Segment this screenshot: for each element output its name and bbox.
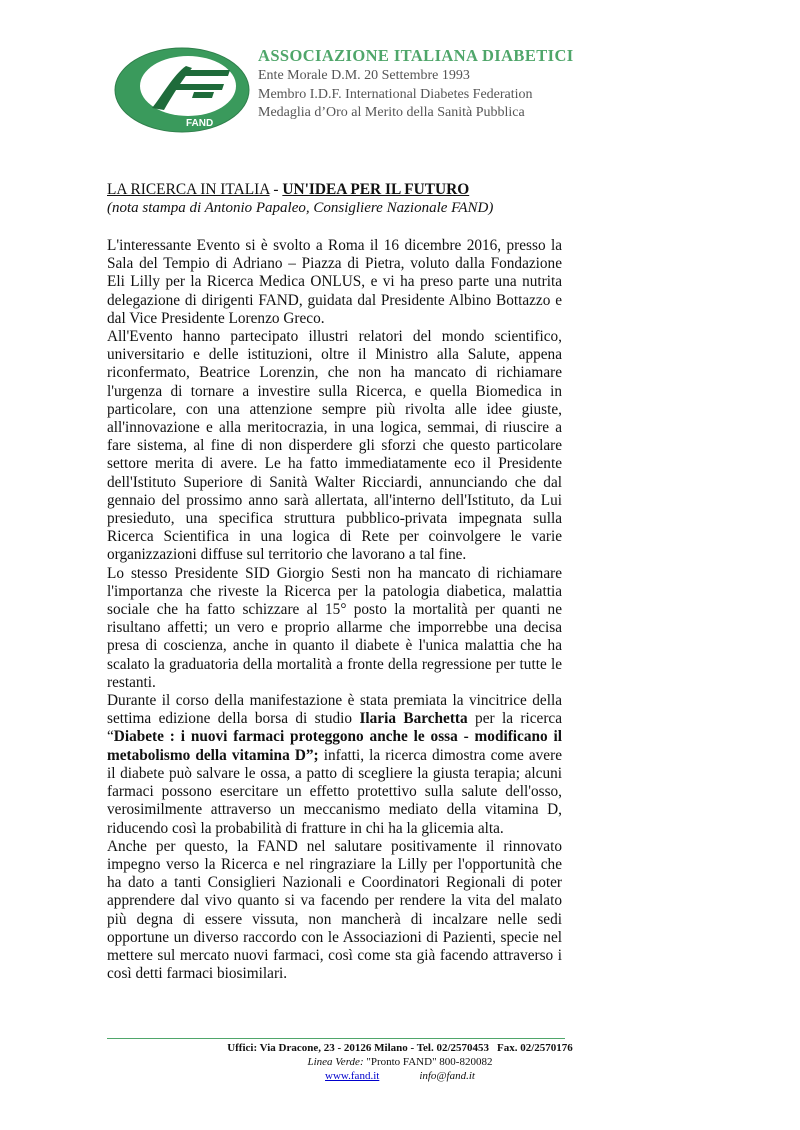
- org-award-line: Medaglia d’Oro al Merito della Sanità Pubblica: [258, 105, 525, 120]
- footer-divider: [107, 1038, 565, 1039]
- footer-links: [0, 1069, 800, 1083]
- footer-address: Uffici: Via Dracone, 23 - 20126 Milano - Tel. 02/2570453: [227, 1042, 490, 1054]
- email-address[interactable]: info@fand.it: [419, 1070, 475, 1082]
- website-link[interactable]: www.fand.it: [325, 1070, 380, 1082]
- footer: [0, 1041, 800, 1083]
- paragraph-3: Lo stesso Presidente SID Giorgio Sesti non ha mancato di richiamare l'importanza che riveste la Ricerca per la patologia diabetica, malattia sociale che ha fatto schizzare al 15° posto la mortalità per quanti ne risultano affetti; un vero e proprio allarme che imporrebbe una decisa presa di coscienza, anche in quanto il diabete è l'unica malattia che ha scalato la graduatoria della mortalità a fronte della regressione per tutte le restanti.: [107, 564, 562, 691]
- research-title: Diabete : i nuovi farmaci proteggono anche le ossa - modificano il metabolismo della vitamina D”;: [107, 728, 562, 764]
- hotline-value: "Pronto FAND" 800-820082: [363, 1056, 493, 1068]
- hotline-label: Linea Verde:: [307, 1056, 364, 1068]
- org-membership-line: Membro I.D.F. International Diabetes Federation: [258, 87, 533, 102]
- org-name: ASSOCIAZIONE ITALIANA DIABETICI: [258, 46, 574, 65]
- article-heading: [107, 181, 577, 217]
- fand-logo: [112, 44, 252, 136]
- winner-name: Ilaria Barchetta: [359, 710, 468, 728]
- paragraph-1: L'interessante Evento si è svolto a Roma il 16 dicembre 2016, presso la Sala del Tempio di Adriano – Piazza di Pietra, voluto dalla Fondazione Eli Lilly per la Ricerca Medica ONLUS, e vi ha preso parte una nutrita delegazione di dirigenti FAND, guidata dal Presidente Albino Bottazzo e dal Vice Presidente Lorenzo Greco.: [107, 237, 562, 327]
- article-body: [107, 237, 562, 983]
- article-subtitle: (nota stampa di Antonio Papaleo, Consigliere Nazionale FAND): [107, 200, 494, 216]
- footer-fax: Fax. 02/2570176: [497, 1042, 573, 1054]
- footer-contact-line: [0, 1041, 800, 1055]
- paragraph-5: Anche per questo, la FAND nel salutare positivamente il rinnovato impegno verso la Ricerca e nel ringraziare la Lilly per l'opportunità che ha dato a tanti Consiglieri Nazionali e Coordinatori Regionali di poter apprendere dal vivo quanto si va facendo per rendere la vita del malato più degna di essere vissuta, non mancherà di incalzare nelle sedi opportune un diverso raccordo con le Associazioni di Pazienti, specie nel mettere sul mercato nuovi farmaci, così come sta già facendo attraverso i così detti farmaci biosimilari.: [107, 837, 562, 983]
- title-part-2: UN'IDEA PER IL FUTURO: [282, 181, 470, 198]
- paragraph-4-end: infatti, la ricerca dimostra come avere il diabete può salvare le ossa, a patto di scegliere la giusta terapia; alcuni farmaci possono esercitare un effetto protettivo sulla salute dell'osso, verosimilmente attraverso un meccanismo mediato della vitamina D, riducendo così la probabilità di fratture in chi ha la glicemia alta.: [107, 746, 562, 837]
- paragraph-2: All'Evento hanno partecipato illustri relatori del mondo scientifico, universitario e delle istituzioni, oltre il Ministro alla Salute, appena riconfermato, Beatrice Lorenzin, che non ha mancato di richiamare l'urgenza di tornare a investire sulla Ricerca, e quella Biomedica in particolare, con una attenzione sempre più rivolta alle idee giuste, all'innovazione e alla meritocrazia, in una logica, semmai, di riuscire a fare sistema, al fine di non disperdere gli sforzi che questo particolare settore merita di avere. Le ha fatto immediatamente eco il Presidente dell'Istituto Superiore di Sanità Walter Ricciardi, annunciando che dal gennaio del prossimo anno sarà allertata, all'interno dell'Istituto, da Lui presieduto, una specifica struttura pubblico-privata impegnata sulla Ricerca Scientifica in una logica di Rete per coinvolgere le varie organizzazioni diffuse sul territorio che lavorano a tal fine.: [107, 328, 562, 564]
- org-status-line: Ente Morale D.M. 20 Settembre 1993: [258, 68, 470, 83]
- paragraph-4: [107, 692, 562, 838]
- paragraph-4-intro: Durante il corso della manifestazione è stata premiata la vincitrice della settima edizione della borsa di studio: [107, 692, 562, 728]
- article-title: [107, 181, 577, 199]
- paragraph-4-mid: per la ricerca “: [107, 710, 562, 746]
- title-part-1: LA RICERCA IN ITALIA: [107, 181, 270, 198]
- title-separator: -: [269, 181, 283, 198]
- footer-hotline: [0, 1055, 800, 1069]
- logo-text: FAND: [186, 118, 214, 129]
- letterhead: [0, 0, 800, 150]
